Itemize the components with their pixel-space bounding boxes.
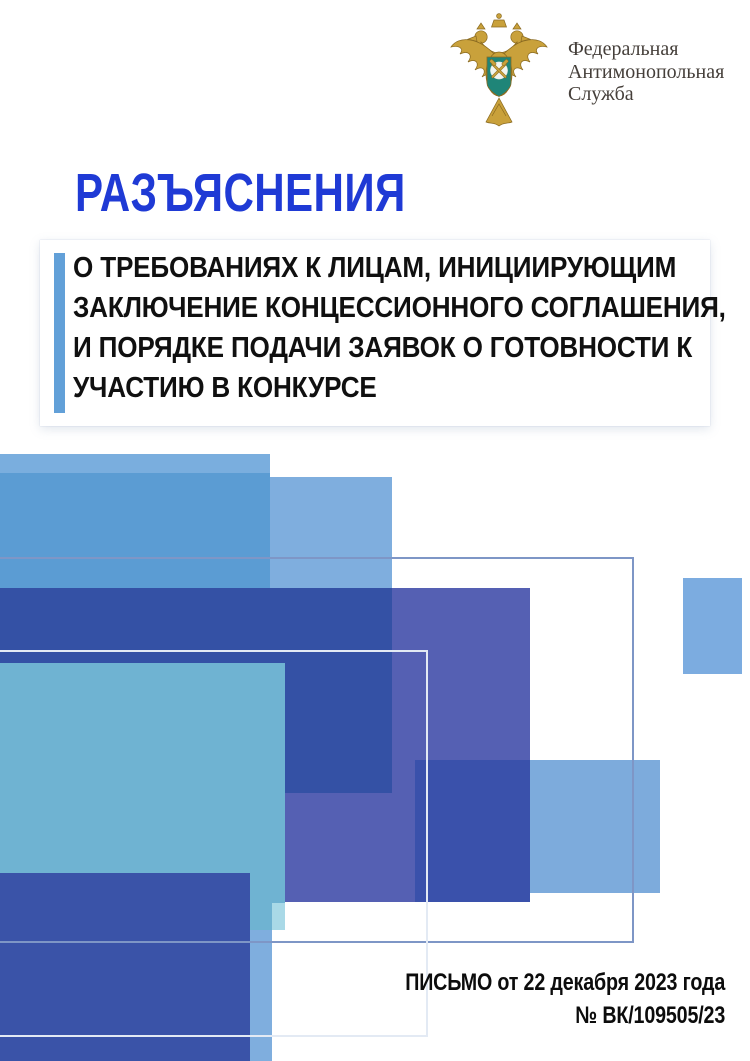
decor-rect-small-square xyxy=(683,578,742,674)
org-name-line: Служба xyxy=(568,83,634,105)
decor-rect-steel-sliver xyxy=(0,454,270,474)
subtitle-line: И ПОРЯДКЕ ПОДАЧИ ЗАЯВОК О ГОТОВНОСТИ К xyxy=(73,332,693,364)
subtitle-line: ЗАКЛЮЧЕНИЕ КОНЦЕССИОННОГО СОГЛАШЕНИЯ, xyxy=(73,292,726,324)
subtitle-line: УЧАСТИЮ В КОНКУРСЕ xyxy=(73,372,377,404)
subtitle-card xyxy=(40,240,726,426)
org-name xyxy=(568,38,748,106)
letter-reference xyxy=(405,966,725,1032)
decor-outline-white-rect xyxy=(0,650,428,1037)
subtitle-text xyxy=(73,248,726,408)
letter-date-line: ПИСЬМО от 22 декабря 2023 года xyxy=(405,969,725,996)
org-name-line: Федеральная xyxy=(568,38,679,60)
letter-number-line: № ВК/109505/23 xyxy=(575,1002,725,1029)
org-name-line: Антимонопольная xyxy=(568,60,725,83)
fas-eagle-emblem-icon xyxy=(448,12,550,130)
page-title: РАЗЪЯСНЕНИЯ xyxy=(75,163,406,223)
subtitle-accent-bar xyxy=(54,253,65,413)
subtitle-line: О ТРЕБОВАНИЯХ К ЛИЦАМ, ИНИЦИИРУЮЩИМ xyxy=(73,252,677,284)
